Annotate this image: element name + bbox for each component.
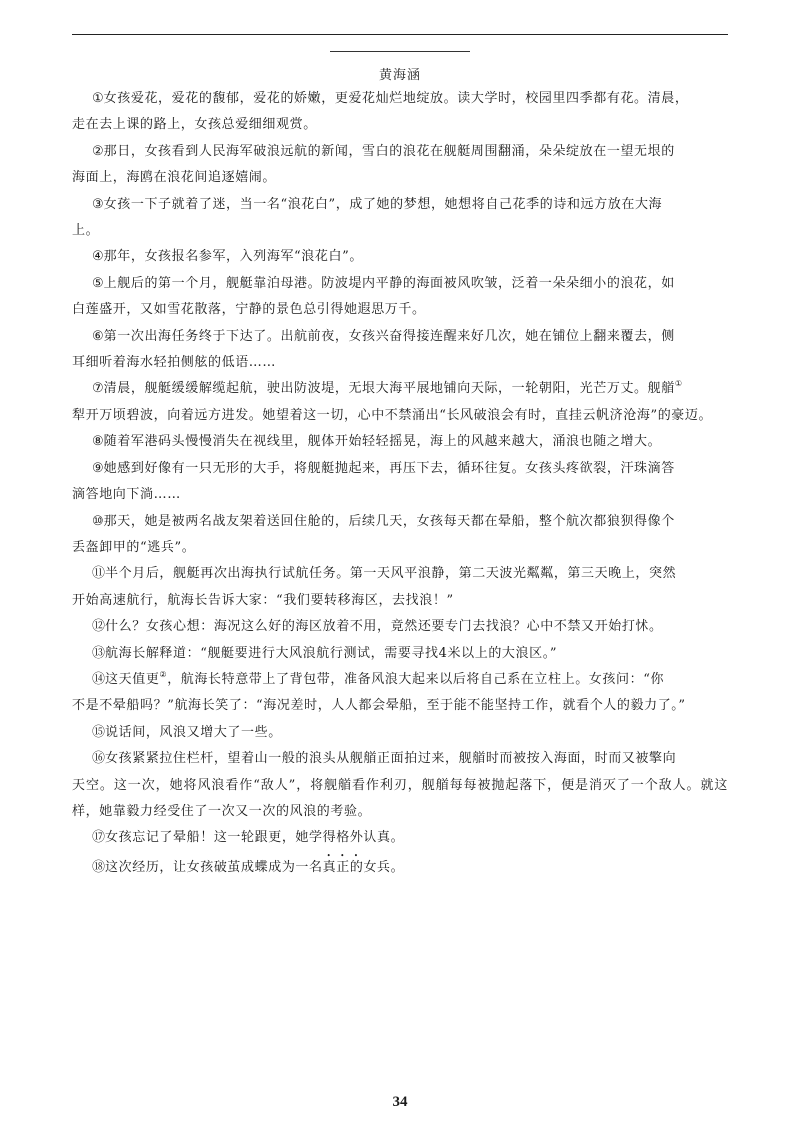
paragraph-10: ⑩那天，她是被两名战友架着送回住舱的，后续几天，女孩每天都在晕船，整个航次都狼狈得像个 丢盔卸甲的“逃兵”。 [72,513,675,555]
footnote-marker-1: ① [674,379,683,389]
emphasized-phrase: 真正的 [322,859,364,875]
page-number: 34 [392,1094,408,1110]
header-rule [72,34,728,35]
paragraph-4: ④那年，女孩报名参军，入列海军“浪花白”。 [92,249,363,265]
paragraph-9: ⑨她感到好像有一只无形的大手，将舰艇抛起来，再压下去，循环往复。女孩头疼欲裂，汗珠滴答 滴答地向下淌…… [72,460,675,503]
paragraph-13: ⑬航海长解释道：“舰艇要进行大风浪航行测试，需要寻找4米以上的大浪区。” [92,645,558,661]
title-blank-line [330,51,470,52]
article-body [72,86,728,881]
paragraph-1: ①女孩爱花，爱花的馥郁，爱花的娇嫩，更爱花灿烂地绽放。读大学时，校园里四季都有花。清晨， 走在去上课的路上，女孩总爱细细观赏。 [72,91,689,133]
footnote-marker-2: ② [159,669,168,679]
paragraph-8: ⑧随着军港码头慢慢消失在视线里，舰体开始轻轻摇晃，海上的风越来越大，涌浪也随之增大。 [92,434,662,450]
paragraph-17: ⑰女孩忘记了晕船！这一轮跟更，她学得格外认真。 [92,830,405,846]
paragraph-3: ③女孩一下子就着了迷，当一名“浪花白”，成了她的梦想，她想将自己花季的诗和远方放在大海 上。 [72,196,663,239]
paragraph-11: ⑪半个月后，舰艇再次出海执行试航任务。第一天风平浪静，第二天波光粼粼，第三天晚上，突然 开始高速航行，航海长告诉大家：“我们要转移海区，去找浪！” [72,566,677,608]
paragraph-15: ⑮说话间，风浪又增大了一些。 [92,724,282,740]
paragraph-16: ⑯女孩紧紧拉住栏杆，望着山一般的浪头从舰艏正面拍过来，舰艏时而被按入海面，时而又被擎向 天空。这一次，她将风浪看作“敌人”，将舰艏看作利刃，舰艏每每被抛起落下，便是消灭了一个敌人。就这样，她靠毅力经受住了一次又一次的风浪的考验。 [72,751,728,819]
author-name: 黄海涵 [378,68,421,83]
paragraph-5: ⑤上舰后的第一个月，舰艇靠泊母港。防波堤内平静的海面被风吹皱，泛着一朵朵细小的浪花，如 白莲盛开，又如雪花散落，宁静的景色总引得她遐思万千。 [72,275,675,318]
paragraph-6: ⑥第一次出海任务终于下达了。出航前夜，女孩兴奋得接连醒来好几次，她在铺位上翻来覆去，侧 耳细听着海水轻拍侧舷的低语…… [72,328,675,371]
paragraph-18: ⑱这次经历，让女孩破茧成蝶成为一名真正的女兵。 [92,859,405,875]
paragraph-14: ⑭这天值更②，航海长特意带上了背包带，准备风浪大起来以后将自己系在立柱上。女孩问：“你 不是不晕船吗？”航海长笑了：“海况差时，人人都会晕船，至于能不能坚持工作，就看个人的毅力了。” [72,669,686,714]
paragraph-12: ⑫什么？女孩心想：海况这么好的海区放着不用，竟然还要专门去找浪？心中不禁又开始打怵。 [92,619,663,635]
paragraph-2: ②那日，女孩看到人民海军破浪远航的新闻，雪白的浪花在舰艇周围翻涌，朵朵绽放在一望无垠的 海面上，海鸥在浪花间追逐嬉闹。 [72,143,675,186]
paragraph-7: ⑦清晨，舰艇缓缓解缆起航，驶出防波堤，无垠大海平展地铺向天际，一轮朝阳，光芒万丈。舰艏① 犁开万顷碧波，向着远方进发。她望着这一切，心中不禁涌出“长风破浪会有时，直挂云帆济沧海”的豪迈。 [72,379,713,423]
